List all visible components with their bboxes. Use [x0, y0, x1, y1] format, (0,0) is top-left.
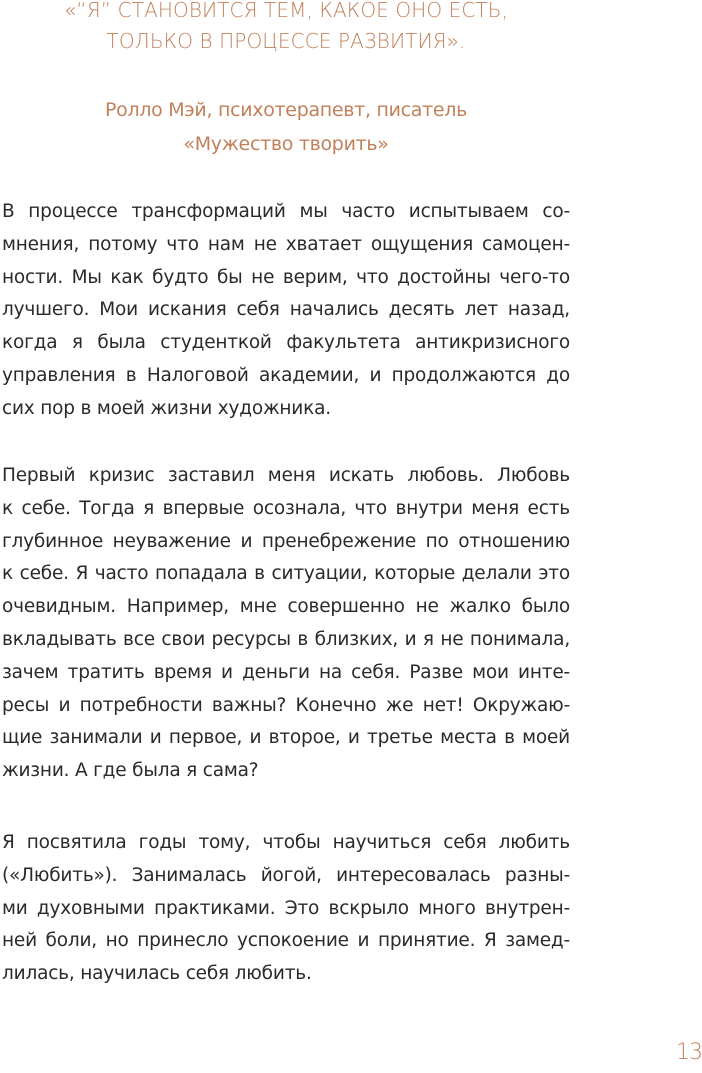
paragraph	[2, 827, 570, 991]
body-paragraph-2	[2, 460, 570, 788]
text-line: когда я была студенткой факультета антикризисного	[2, 332, 570, 354]
text-line: ресы и потребности важны? Конечно же нет! Окружаю-	[2, 694, 570, 716]
body-paragraph-1	[2, 196, 570, 426]
text-line: зачем тратить время и деньги на себя. Разве мои инте-	[2, 661, 570, 683]
epigraph-source-title: «Мужество творить»	[183, 133, 389, 155]
text-line: лучшего. Мои искания себя начались десять лет назад,	[2, 299, 570, 321]
text-line: к себе. Тогда я впервые осознала, что внутри меня есть	[2, 497, 570, 519]
text-line: («Любить»). Занималась йогой, интересовалась разны-	[2, 864, 570, 886]
text-line: мнения, потому что нам не хватает ощущения самоцен-	[2, 233, 570, 255]
paragraph	[2, 196, 570, 426]
text-line: сих пор в моей жизни художника.	[2, 397, 331, 419]
text-line: Я посвятила годы тому, чтобы научиться себя любить	[2, 832, 570, 853]
body-paragraph-3	[2, 827, 570, 991]
text-line: В процессе трансформаций мы часто испытываем со-	[2, 201, 570, 222]
text-line: вкладывать все свои ресурсы в близких, и я не понимала,	[2, 628, 570, 650]
text-line: жизни. А где была я сама?	[2, 760, 259, 782]
text-line: к себе. Я часто попадала в ситуации, которые делали это	[2, 563, 570, 585]
text-line: ности. Мы как будто бы не верим, что достойны чего-то	[2, 266, 570, 288]
epigraph-quote-line: «“Я” СТАНОВИТСЯ ТЕМ, КАКОЕ ОНО ЕСТЬ,	[63, 0, 509, 22]
text-line: ми духовными практиками. Это вскрыло много внутрен-	[2, 897, 570, 919]
epigraph-quote-line: ТОЛЬКО В ПРОЦЕССЕ РАЗВИТИЯ».	[106, 29, 466, 53]
text-line: очевидным. Например, мне совершенно не жалко было	[2, 596, 570, 618]
epigraph-quote	[0, 0, 572, 57]
text-line: глубинное неуважение и пренебрежение по отношению	[2, 530, 570, 552]
epigraph-attribution	[0, 93, 572, 161]
epigraph-author: Ролло Мэй, психотерапевт, писатель	[104, 99, 468, 121]
text-line: ней боли, но принесло успокоение и принятие. Я замед-	[2, 930, 570, 952]
text-line: щие занимали и первое, и второе, и третье места в моей	[2, 727, 570, 749]
page-number: 13	[676, 1040, 702, 1065]
paragraph	[2, 460, 570, 788]
text-line: управления в Налоговой академии, и продолжаются до	[2, 364, 570, 386]
text-line: Первый кризис заставил меня искать любовь. Любовь	[2, 465, 570, 486]
text-line: лилась, научилась себя любить.	[2, 963, 312, 985]
